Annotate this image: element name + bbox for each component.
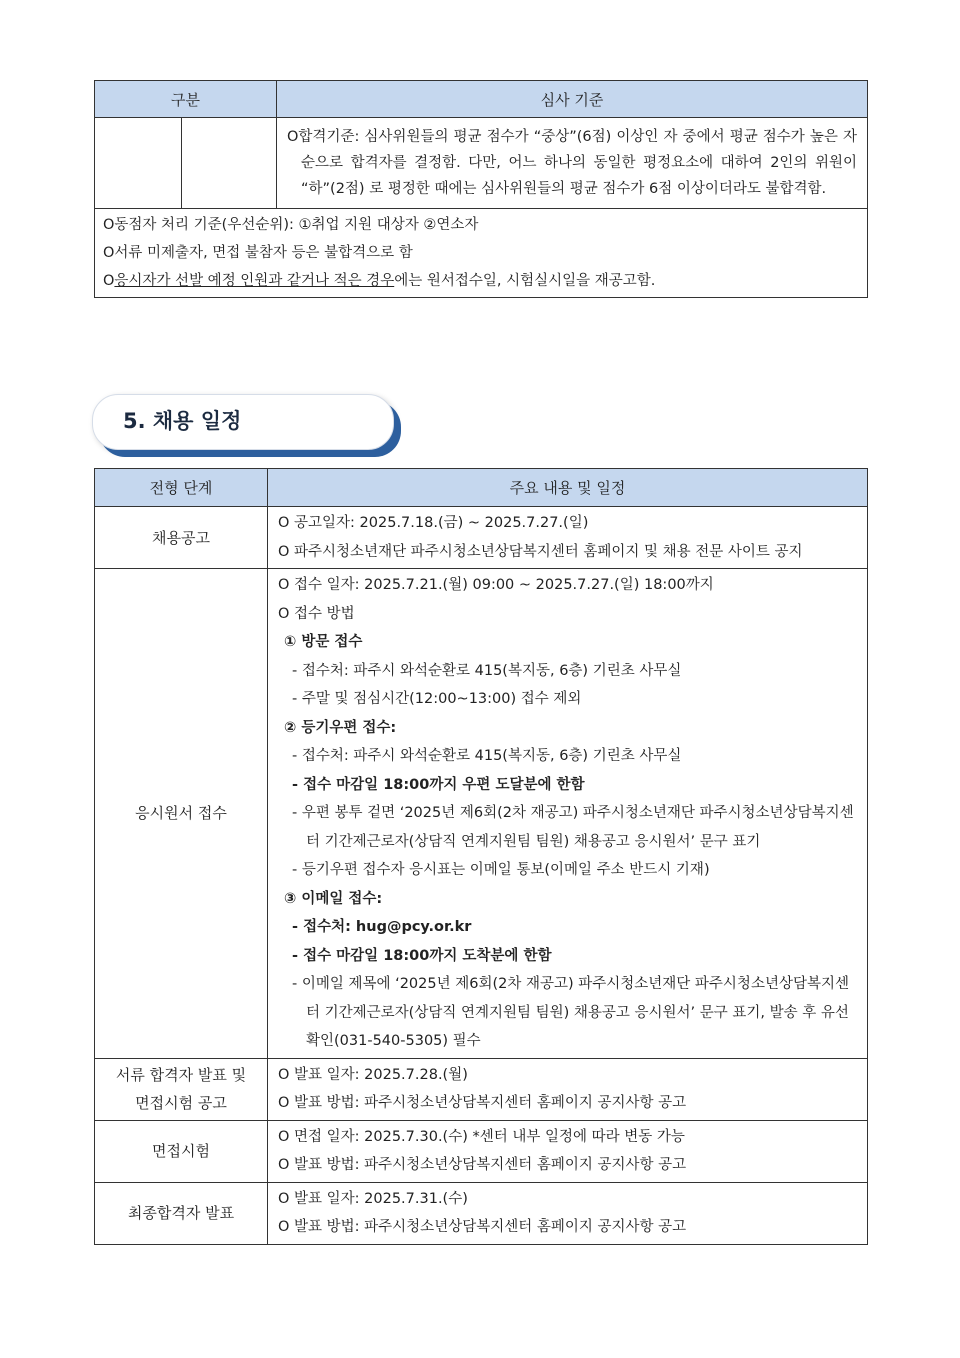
announcement-site: O 파주시청소년재단 파주시청소년상담복지센터 홈페이지 및 채용 전문 사이트 공지 [278, 543, 803, 560]
interview-method: O 발표 방법: 파주시청소년상담복지센터 홈페이지 공지사항 공고 [278, 1157, 687, 1173]
stage-document-result [95, 1058, 268, 1120]
final-result-method: O 발표 방법: 파주시청소년상담복지센터 홈페이지 공지사항 공고 [278, 1219, 687, 1235]
announcement-period: O 공고일자: 2025.7.18.(금) ~ 2025.7.27.(일) [278, 515, 589, 531]
pass-criteria-text: O합격기준: 심사위원들의 평균 점수가 “중상”(6점) 이상인 자 중에서 평균 점수가 높은 자 순으로 합격자를 결정함. 다만, 어느 하나의 동일한 평정요소에 대하여 2인의 위원이 “하”(2점) 로 평정한 때에는 심사위원들의 평균 점수가 6점 이상이더라도 불합격함. [287, 129, 857, 197]
visit-title: ① 방문 접수 [284, 634, 363, 650]
notes-row [95, 209, 868, 298]
row-interview [95, 1120, 868, 1182]
application-method: O 접수 방법 [278, 605, 355, 622]
document-result-method: O 발표 방법: 파주시청소년상담복지센터 홈페이지 공지사항 공고 [278, 1095, 687, 1111]
content-interview [268, 1120, 868, 1182]
schedule-header-stage: 전형 단계 [95, 469, 268, 507]
mail-title: ② 등기우편 접수: [284, 719, 397, 736]
email-item-1: - 접수처: hug@pcy.or.kr [292, 919, 472, 935]
criteria-header-category: 구분 [95, 81, 277, 118]
pass-criteria-cell [277, 118, 868, 209]
schedule-header-content: 주요 내용 및 일정 [268, 469, 868, 507]
email-item-3: - 이메일 제목에 ‘2025년 제6회(2차 재공고) 파주시청소년재단 파주시청소년상담복지센터 기간제근로자(상담직 연계지원팀 팀원) 채용공고 응시원서’ 문구 표기, 발송 후 유선 확인(031-540-5305) 필수 [292, 976, 849, 1049]
note-tie-break: O동점자 처리 기준(우선순위): ①취업 지원 대상자 ②연소자 [103, 217, 479, 233]
schedule-header-row [95, 469, 868, 507]
note-disqualify: O서류 미제출자, 면접 불참자 등은 불합격으로 함 [103, 245, 413, 261]
row-application [95, 569, 868, 1059]
content-document-result [268, 1058, 868, 1120]
stage-interview: 면접시험 [95, 1120, 268, 1182]
mail-item-4: - 등기우편 접수자 응시표는 이메일 통보(이메일 주소 반드시 기재) [292, 862, 710, 878]
schedule-table [94, 468, 868, 1245]
criteria-header-standard: 심사 기준 [277, 81, 868, 118]
content-announcement [268, 507, 868, 569]
stage-document-result-line2: 면접시험 공고 [135, 1094, 227, 1112]
note-repost-rest: 에는 원서접수일, 시험실시일을 재공고함. [394, 273, 656, 289]
mail-item-1: - 접수처: 파주시 와석순환로 415(복지동, 6층) 기린초 사무실 [292, 748, 682, 764]
criteria-empty-cell-1 [95, 118, 182, 209]
visit-item-2: - 주말 및 점심시간(12:00~13:00) 접수 제외 [292, 691, 582, 707]
mail-item-3: - 우편 봉투 겉면 ‘2025년 제6회(2차 재공고) 파주시청소년재단 파주시청소년상담복지센터 기간제근로자(상담직 연계지원팀 팀원) 채용공고 응시원서’ 문구 표기 [292, 805, 854, 850]
document-result-date: O 발표 일자: 2025.7.28.(월) [278, 1066, 468, 1083]
stage-announcement: 채용공고 [95, 507, 268, 569]
content-final-result [268, 1182, 868, 1244]
mail-item-2: - 접수 마감일 18:00까지 우편 도달분에 한함 [292, 776, 585, 793]
interview-date: O 면접 일자: 2025.7.30.(수) *센터 내부 일정에 따라 변동 가능 [278, 1128, 685, 1145]
note-repost-underlined: 응시자가 선발 예정 인원과 같거나 적은 경우 [114, 273, 395, 289]
email-title: ③ 이메일 접수: [284, 890, 383, 907]
notes-cell [95, 209, 868, 298]
row-announcement [95, 507, 868, 569]
row-document-result [95, 1058, 868, 1120]
criteria-empty-cell-2 [182, 118, 277, 209]
note-repost-prefix: O [103, 273, 115, 289]
criteria-table [94, 80, 868, 298]
section-heading-box [92, 394, 394, 450]
application-period: O 접수 일자: 2025.7.21.(월) 09:00 ~ 2025.7.27.(일) 18:00까지 [278, 577, 714, 593]
visit-item-1: - 접수처: 파주시 와석순환로 415(복지동, 6층) 기린초 사무실 [292, 662, 682, 679]
stage-document-result-line1: 서류 합격자 발표 및 [115, 1066, 247, 1084]
stage-final-result: 최종합격자 발표 [95, 1182, 268, 1244]
section-heading: 5. 채용 일정 [123, 409, 242, 433]
email-item-2: - 접수 마감일 18:00까지 도착분에 한함 [292, 947, 552, 964]
row-final-result [95, 1182, 868, 1244]
final-result-date: O 발표 일자: 2025.7.31.(수) [278, 1190, 468, 1207]
criteria-row [95, 118, 868, 209]
criteria-header-row [95, 81, 868, 118]
note-repost [103, 267, 859, 295]
stage-application: 응시원서 접수 [95, 569, 268, 1059]
content-application [268, 569, 868, 1059]
